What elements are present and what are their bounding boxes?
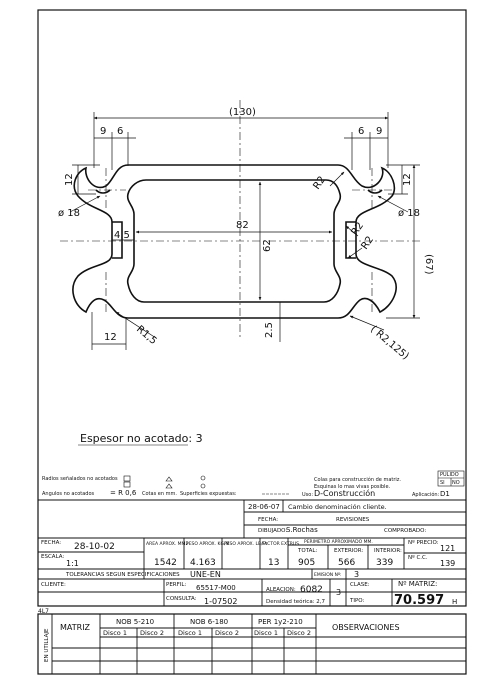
title-perfil-value: 65517-M00 (196, 584, 236, 592)
title-fecha-label: FECHA: (41, 540, 62, 546)
rev-comprobado-label: COMPROBADO: (384, 528, 427, 534)
matrix-side-label: EN UTILLAJE (44, 628, 50, 662)
title-consulta-value: 1-07502 (204, 597, 238, 606)
rev-dibujado-value: S.Rochas (286, 526, 318, 534)
title-escala-label: ESCALA: (41, 554, 65, 560)
legend-angulos: Angulos no acotados (42, 491, 95, 497)
title-emision-value: 3 (354, 570, 360, 579)
matrix-group-1-d1: Disco 1 (178, 629, 202, 637)
matrix-group-0-d2: Disco 2 (140, 629, 164, 637)
title-matriz-value: 70.597 (394, 593, 445, 608)
title-clase-label: CLASE: (350, 582, 370, 588)
title-total-value: 905 (298, 558, 316, 568)
legend-uso-value: D-Construcción (314, 489, 376, 498)
title-precio-label: Nº PRECIO: (408, 540, 439, 546)
title-tolerancias-value: UNE-EN (190, 570, 221, 579)
dim-r2-top: R2 (311, 174, 329, 192)
matrix-header: MATRIZ (60, 623, 91, 632)
title-matriz-label: Nº MATRIZ: (398, 580, 438, 588)
matrix-group-0: NOB 5-210 (116, 618, 155, 626)
title-perfil-label: PERFIL: (166, 582, 187, 588)
title-tipo-value: H (452, 598, 458, 606)
dim-wall: 4.5 (114, 230, 130, 241)
legend-radios: Radios señalados no acotados (42, 476, 118, 482)
matrix-group-2-d2: Disco 2 (287, 629, 311, 637)
legend-aplicacion-value: D1 (440, 490, 450, 498)
sheet-border (38, 10, 466, 606)
dim-left-b: 6 (117, 126, 124, 137)
title-area-value: 1542 (154, 558, 177, 568)
title-cc-value: 139 (440, 559, 456, 568)
dim-r2125: ( R2,125) (368, 323, 411, 363)
title-interior-label: INTERIOR: (374, 548, 402, 554)
legend-si: SI (440, 480, 445, 486)
matrix-group-0-d1: Disco 1 (103, 629, 127, 637)
title-factor-value: 13 (268, 558, 280, 568)
dim-dia-right: ø 18 (398, 208, 421, 219)
title-escala-value: 1:1 (66, 559, 79, 568)
legend-r-value: = R 0,6 (110, 489, 137, 497)
dim-dia-left: ø 18 (58, 208, 81, 219)
dim-left-a: 9 (100, 126, 107, 137)
dim-right-a: 6 (358, 126, 365, 137)
title-peso-label: PESO APROX. KG/M (186, 542, 230, 547)
title-clase-value: 3 (336, 588, 342, 597)
title-exterior-label: EXTERIOR: (334, 548, 364, 554)
title-perimetro-label: PERIMETRO APROXIMADO MM. (304, 540, 373, 545)
matrix-group-1-d2: Disco 2 (215, 629, 239, 637)
title-consulta-label: CONSULTA: (166, 596, 197, 602)
title-area-label: AREA APROX. MM2 (146, 542, 189, 547)
title-factor-label: FACTOR EXTRUS. (262, 542, 301, 547)
title-code: 4L7 (38, 608, 49, 615)
title-cliente-label: CLIENTE: (41, 582, 66, 588)
title-emision-label: EMISION Nº: (314, 573, 342, 578)
title-interior-value: 339 (376, 558, 394, 568)
title-total-label: TOTAL: (298, 548, 318, 554)
dim-r15: R1,5 (134, 323, 159, 347)
dim-bottom-left-12: 12 (104, 332, 117, 343)
dim-r2-mid2: R2 (359, 234, 377, 252)
title-peso-value: 4.163 (190, 558, 216, 568)
legend-colas: Colas para construcción de matriz. (314, 477, 402, 483)
profile-outline (73, 165, 396, 318)
rev-fecha-label: FECHA: (258, 517, 279, 523)
dim-top-left-12: 12 (64, 173, 75, 186)
rev-revisiones-label: REVISIONES (336, 517, 370, 523)
legend-cotas: Cotas en mm. (142, 491, 177, 497)
legend-no: NO (452, 480, 460, 486)
matrix-group-1: NOB 6-180 (190, 618, 229, 626)
legend-superficies: Superficies expuestas: (180, 491, 237, 497)
dim-right-b: 9 (376, 126, 383, 137)
dim-height: (67) (423, 254, 434, 275)
legend-uso-label: Uso: (302, 492, 314, 498)
legend-aplicacion-label: Aplicación: (412, 492, 440, 498)
title-densidad-label: Densidad teórica: 2,7 (266, 599, 326, 605)
title-aleacion-label: ALEACION: (266, 587, 296, 593)
title-fecha-value: 28-10-02 (74, 542, 115, 552)
dim-inner-height: 62 (262, 239, 273, 252)
rev-text: Cambio denominación cliente. (288, 503, 387, 511)
title-exterior-value: 566 (338, 558, 356, 568)
matrix-group-2: PER 1y2-210 (258, 618, 303, 626)
title-tipo-label: TIPO: (350, 598, 365, 604)
dim-inner-width: 82 (236, 220, 249, 231)
dim-overall-width: (130) (229, 107, 256, 118)
rev-dibujado-label: DIBUJADO: (258, 528, 288, 534)
legend-pulido: PULIDO (440, 472, 459, 478)
dim-bottom-wall: 2.5 (264, 322, 275, 338)
legend-esquinas: Esquinas lo mas vivas posible. (314, 484, 391, 490)
title-aleacion-value: 6082 (300, 585, 323, 595)
matrix-observaciones: OBSERVACIONES (332, 623, 400, 632)
dim-top-right-12: 12 (402, 173, 413, 186)
title-precio-value: 121 (440, 544, 456, 553)
matrix-group-2-d1: Disco 1 (254, 629, 278, 637)
rev-date: 28-06-07 (248, 503, 280, 511)
thickness-note: Espesor no acotado: 3 (80, 432, 203, 445)
dim-r2-mid1: R2 (349, 220, 367, 238)
title-cc-label: Nº C.C. (408, 555, 428, 561)
title-pesolb-label: PESO APROX. LB/Ft (224, 542, 267, 547)
title-tolerancias-label: TOLERANCIAS SEGUN ESPECIFICACIONES (66, 572, 180, 578)
